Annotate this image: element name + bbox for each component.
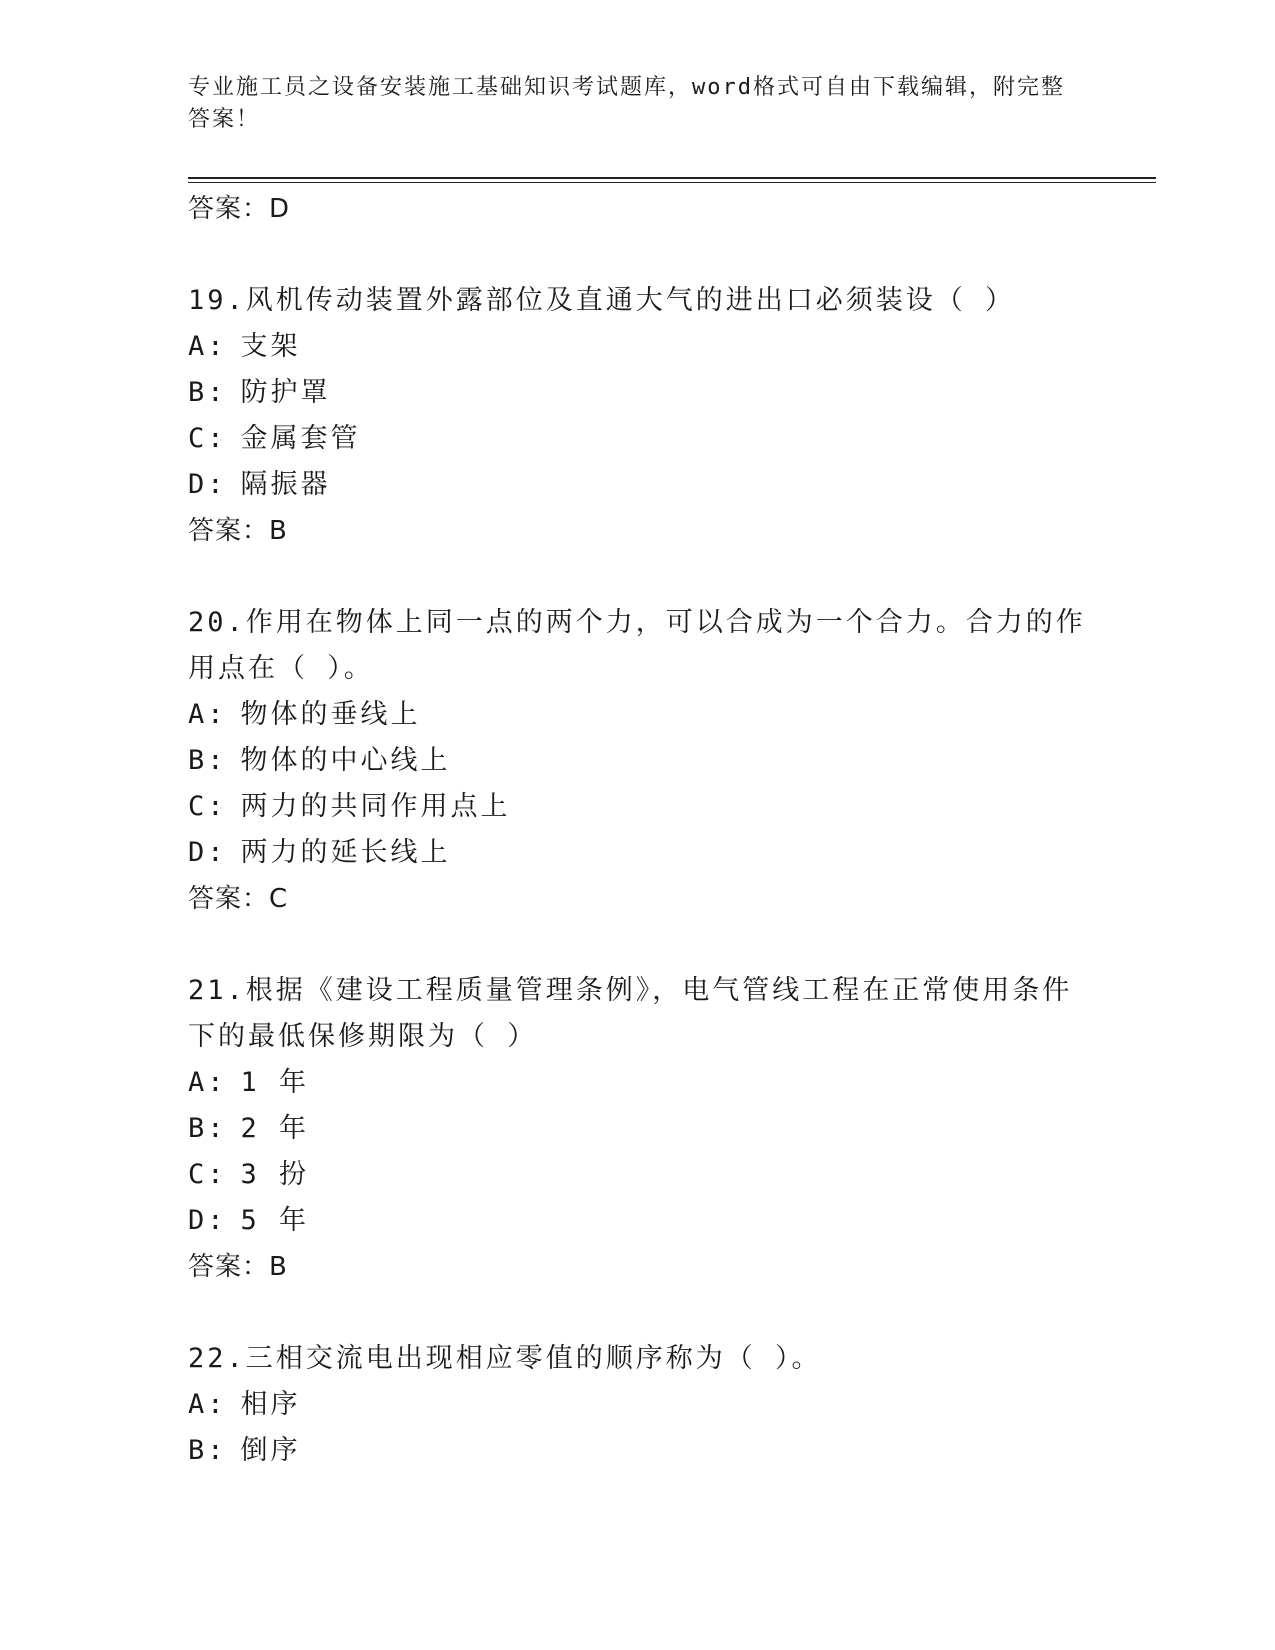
question-item xyxy=(188,600,1088,922)
answer-label: 答案： xyxy=(188,884,270,914)
option-text: 2 年 xyxy=(240,1113,310,1144)
option-text: 支架 xyxy=(240,331,301,362)
option-letter: A: xyxy=(188,1067,227,1098)
answer-line xyxy=(188,1244,1088,1290)
option-text: 金属套管 xyxy=(240,423,361,454)
option-c xyxy=(188,1152,1088,1198)
option-letter: A: xyxy=(188,699,227,730)
option-letter: D: xyxy=(188,837,227,868)
question-item xyxy=(188,1336,1088,1474)
option-text: 物体的垂线上 xyxy=(240,699,421,730)
option-text: 两力的共同作用点上 xyxy=(240,791,511,822)
option-d xyxy=(188,830,1088,876)
answer-value: C xyxy=(269,884,289,914)
option-letter: C: xyxy=(188,791,227,822)
header-divider-thin xyxy=(188,182,1156,183)
option-letter: D: xyxy=(188,469,227,500)
option-letter: D: xyxy=(188,1205,227,1236)
option-a xyxy=(188,324,1088,370)
option-letter: B: xyxy=(188,745,227,776)
option-d xyxy=(188,462,1088,508)
option-text: 两力的延长线上 xyxy=(240,837,451,868)
question-stem: 22.三相交流电出现相应零值的顺序称为（ ）。 xyxy=(188,1343,822,1374)
option-letter: C: xyxy=(188,423,227,454)
option-b xyxy=(188,738,1088,784)
question-list xyxy=(188,186,1088,1474)
option-text: 防护罩 xyxy=(240,377,331,408)
option-text: 相序 xyxy=(240,1389,301,1420)
option-text: 物体的中心线上 xyxy=(240,745,451,776)
answer-value: B xyxy=(269,1252,288,1282)
answer-line xyxy=(188,876,1088,922)
answer-label: 答案： xyxy=(188,194,270,224)
option-text: 倒序 xyxy=(240,1435,301,1466)
option-letter: B: xyxy=(188,1435,227,1466)
answer-value: D xyxy=(269,194,291,224)
question-stem: 20.作用在物体上同一点的两个力，可以合成为一个合力。合力的作用点在（ ）。 xyxy=(188,607,1086,684)
option-letter: C: xyxy=(188,1159,227,1190)
option-text: 5 年 xyxy=(240,1205,310,1236)
option-b xyxy=(188,370,1088,416)
option-a xyxy=(188,692,1088,738)
answer-label: 答案： xyxy=(188,516,270,546)
answer-line xyxy=(188,186,1088,232)
option-letter: B: xyxy=(188,377,227,408)
option-text: 3 扮 xyxy=(240,1159,310,1190)
header-note: 专业施工员之设备安装施工基础知识考试题库，word格式可自由下载编辑，附完整答案！ xyxy=(188,75,1065,132)
option-text: 1 年 xyxy=(240,1067,310,1098)
question-item xyxy=(188,968,1088,1290)
option-a xyxy=(188,1060,1088,1106)
option-a xyxy=(188,1382,1088,1428)
answer-line xyxy=(188,508,1088,554)
question-item xyxy=(188,278,1088,554)
question-stem: 21.根据《建设工程质量管理条例》，电气管线工程在正常使用条件下的最低保修期限为（ ） xyxy=(188,975,1073,1052)
option-c xyxy=(188,416,1088,462)
option-letter: A: xyxy=(188,1389,227,1420)
option-b xyxy=(188,1428,1088,1474)
answer-value: B xyxy=(269,516,288,546)
header-divider-thick xyxy=(188,177,1156,179)
option-text: 隔振器 xyxy=(240,469,331,500)
option-c xyxy=(188,784,1088,830)
option-letter: A: xyxy=(188,331,227,362)
option-b xyxy=(188,1106,1088,1152)
question-stem: 19.风机传动装置外露部位及直通大气的进出口必须装设（ ） xyxy=(188,285,1016,316)
option-letter: B: xyxy=(188,1113,227,1144)
answer-label: 答案： xyxy=(188,1252,270,1282)
option-d xyxy=(188,1198,1088,1244)
